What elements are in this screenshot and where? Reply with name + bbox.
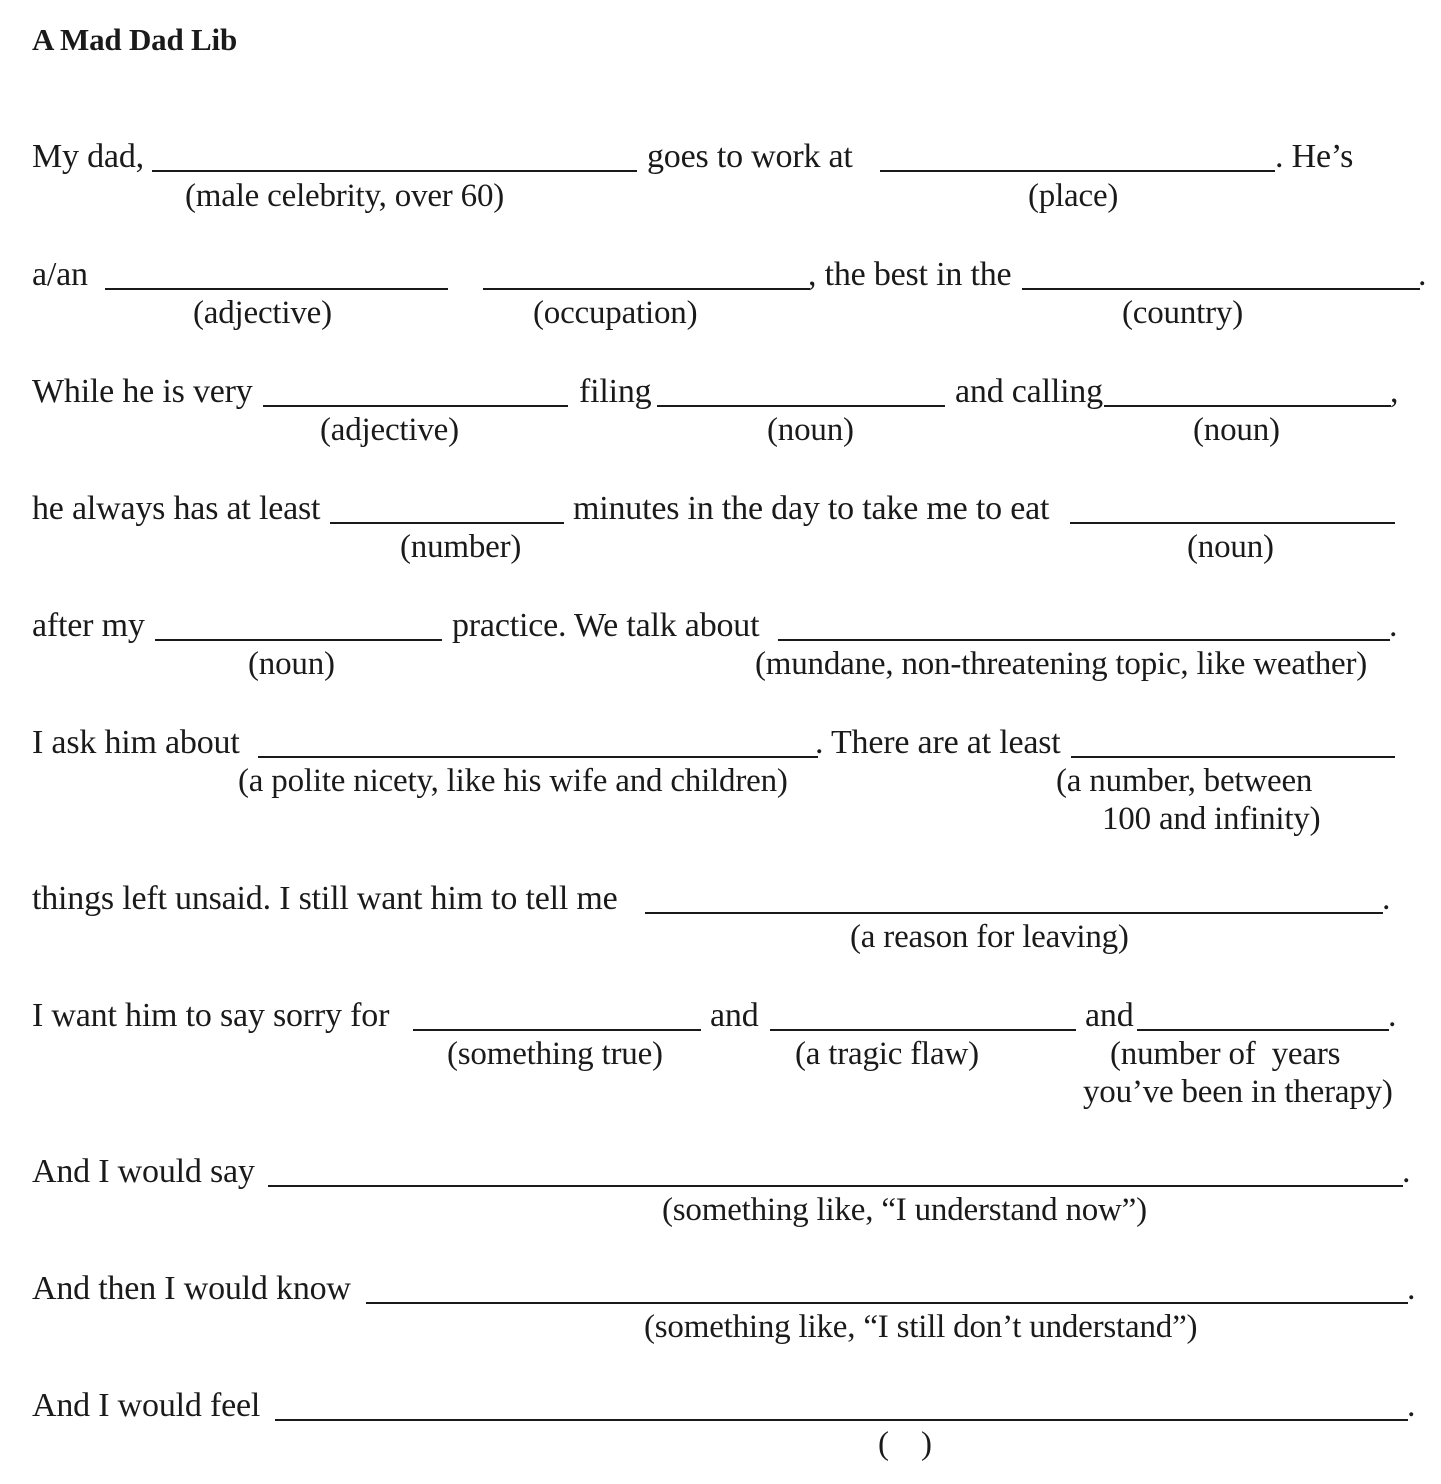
- hint-adjective-2: (adjective): [320, 412, 459, 448]
- line8-text-b: and: [710, 997, 759, 1034]
- hint-big-number-line2: 100 and infinity): [1102, 801, 1321, 837]
- line1-text-c: . He’s: [1275, 138, 1354, 175]
- blank-noun-2[interactable]: [1104, 405, 1391, 407]
- hint-adjective-1: (adjective): [193, 295, 332, 331]
- line3-text-d: ,: [1390, 373, 1399, 410]
- blank-would-say[interactable]: [268, 1185, 1403, 1187]
- blank-noun-3[interactable]: [1070, 522, 1395, 524]
- blank-noun-4[interactable]: [155, 639, 442, 641]
- hint-noun-4: (noun): [248, 646, 335, 682]
- line6-text-a: I ask him about: [32, 724, 240, 761]
- page-title: A Mad Dad Lib: [32, 22, 237, 57]
- line2-text-b: , the best in the: [808, 256, 1012, 293]
- line8-text-c: and: [1085, 997, 1134, 1034]
- hint-noun-2: (noun): [1193, 412, 1280, 448]
- blank-adjective-1[interactable]: [105, 288, 448, 290]
- blank-number[interactable]: [330, 522, 564, 524]
- line3-text-c: and calling: [955, 373, 1103, 410]
- blank-big-number[interactable]: [1071, 756, 1395, 758]
- line1-text-a: My dad,: [32, 138, 144, 175]
- line1-text-b: goes to work at: [647, 138, 853, 175]
- line11-text-a: And I would feel: [32, 1387, 261, 1424]
- blank-nicety[interactable]: [258, 756, 818, 758]
- line10-text-b: .: [1407, 1270, 1416, 1307]
- line5-text-c: .: [1389, 607, 1398, 644]
- hint-country: (country): [1122, 295, 1243, 331]
- line5-text-a: after my: [32, 607, 145, 644]
- line3-text-b: filing: [579, 373, 652, 410]
- hint-reason: (a reason for leaving): [850, 919, 1129, 955]
- blank-topic[interactable]: [778, 639, 1390, 641]
- blank-would-know[interactable]: [366, 1302, 1408, 1304]
- hint-big-number-line1: (a number, between: [1056, 763, 1313, 799]
- line10-text-a: And then I would know: [32, 1270, 351, 1307]
- hint-nicety: (a polite nicety, like his wife and children): [238, 763, 788, 799]
- hint-noun-3: (noun): [1187, 529, 1274, 565]
- hint-therapy-years-line1: (number of years: [1110, 1036, 1341, 1072]
- blank-reason[interactable]: [645, 912, 1383, 914]
- hint-would-feel: ( ): [878, 1426, 932, 1462]
- blank-would-feel[interactable]: [275, 1419, 1408, 1421]
- line7-text-b: .: [1382, 880, 1391, 917]
- line2-text-c: .: [1418, 256, 1427, 293]
- blank-tragic-flaw[interactable]: [770, 1029, 1076, 1031]
- line7-text-a: things left unsaid. I still want him to tell me: [32, 880, 618, 917]
- hint-would-say: (something like, “I understand now”): [662, 1192, 1147, 1228]
- hint-therapy-years-line2: you’ve been in therapy): [1083, 1074, 1393, 1110]
- line2-text-a: a/an: [32, 256, 88, 293]
- line4-text-b: minutes in the day to take me to eat: [573, 490, 1050, 527]
- blank-something-true[interactable]: [413, 1029, 701, 1031]
- blank-adjective-2[interactable]: [263, 405, 568, 407]
- hint-number: (number): [400, 529, 522, 565]
- line11-text-b: .: [1407, 1387, 1416, 1424]
- line3-text-a: While he is very: [32, 373, 253, 410]
- blank-male-celebrity[interactable]: [152, 170, 637, 172]
- line9-text-a: And I would say: [32, 1153, 255, 1190]
- blank-place[interactable]: [880, 170, 1275, 172]
- line5-text-b: practice. We talk about: [452, 607, 760, 644]
- line9-text-b: .: [1402, 1153, 1411, 1190]
- line6-text-b: . There are at least: [815, 724, 1061, 761]
- hint-something-true: (something true): [447, 1036, 663, 1072]
- blank-country[interactable]: [1022, 288, 1420, 290]
- hint-tragic-flaw: (a tragic flaw): [795, 1036, 979, 1072]
- hint-topic: (mundane, non-threatening topic, like weather): [755, 646, 1368, 682]
- hint-male-celebrity: (male celebrity, over 60): [185, 178, 505, 214]
- blank-noun-1[interactable]: [657, 405, 945, 407]
- line4-text-a: he always has at least: [32, 490, 321, 527]
- line8-text-a: I want him to say sorry for: [32, 997, 390, 1034]
- hint-place: (place): [1028, 178, 1119, 214]
- blank-occupation[interactable]: [483, 288, 810, 290]
- hint-would-know: (something like, “I still don’t understand”): [644, 1309, 1198, 1345]
- hint-occupation: (occupation): [533, 295, 698, 331]
- line8-text-d: .: [1388, 997, 1397, 1034]
- blank-therapy-years[interactable]: [1137, 1029, 1389, 1031]
- hint-noun-1: (noun): [767, 412, 854, 448]
